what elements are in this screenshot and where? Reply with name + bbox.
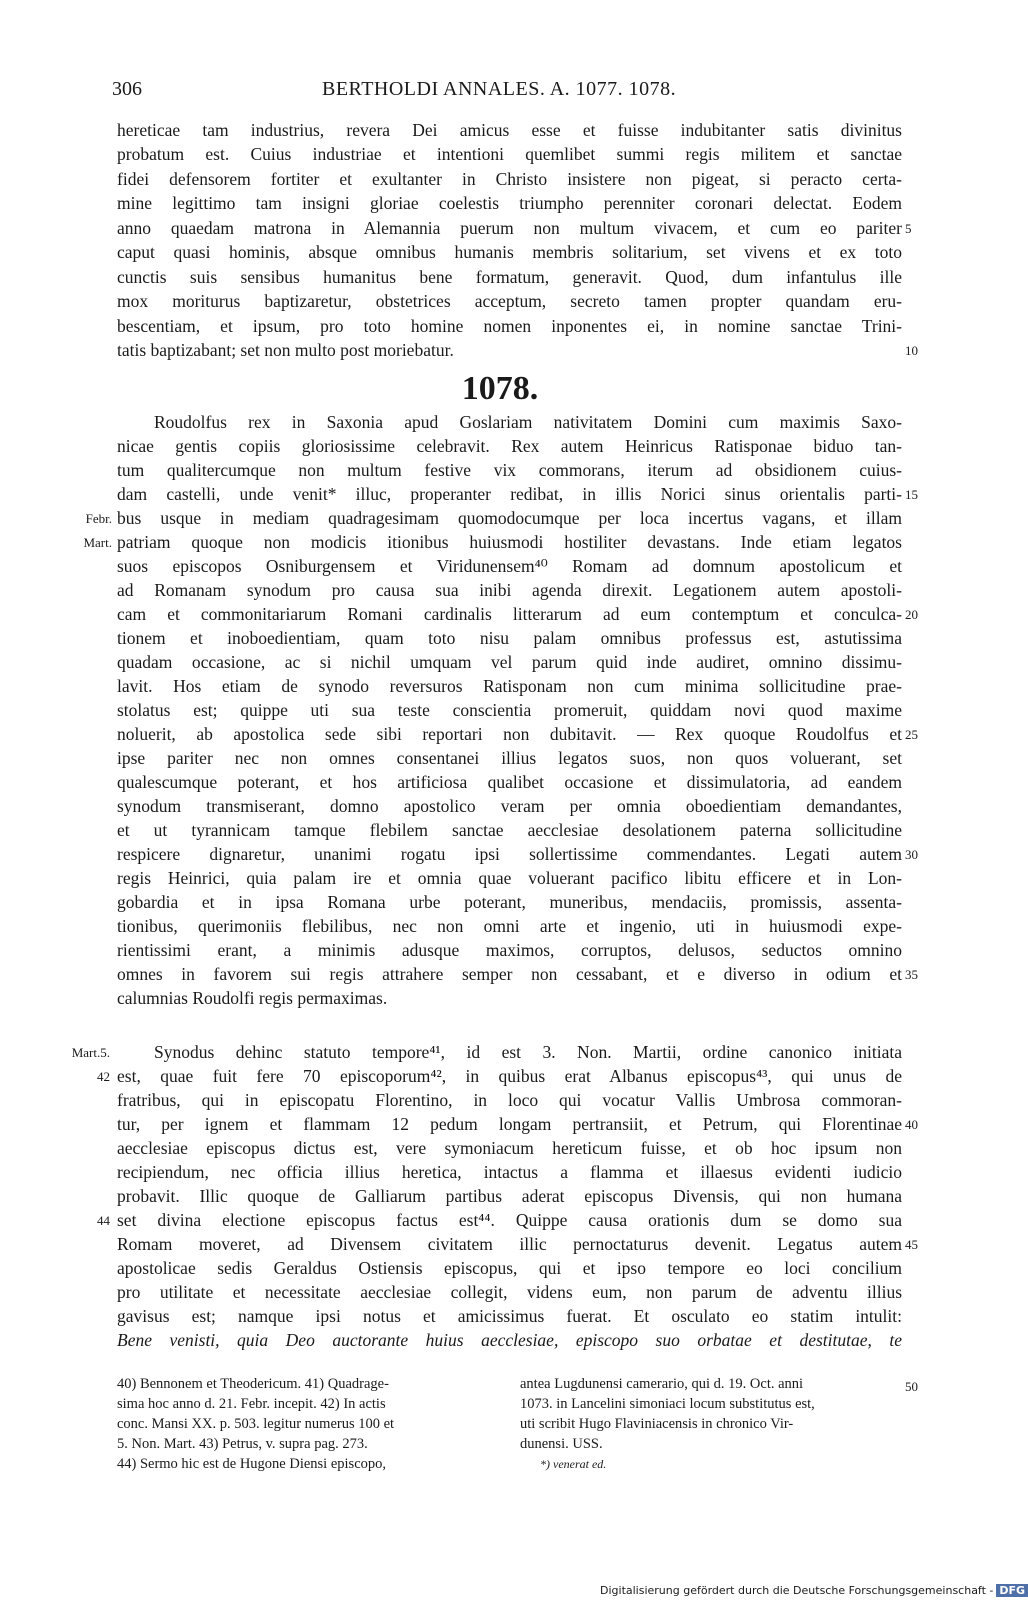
text-line: suos episcopos Osniburgensem et Viridunensem⁴⁰ Romam ad domnum apostolicum et bbox=[117, 556, 902, 576]
line-number: 45 bbox=[905, 1237, 918, 1252]
line-number: 15 bbox=[905, 487, 918, 502]
text-line: regis Heinrici, quia palam ire et omnia quae voluerant pacifico libitu efficere et in Lon- bbox=[117, 868, 902, 888]
footnote-line: sima hoc anno d. 21. Febr. incepit. 42) In actis bbox=[117, 1396, 386, 1412]
footnote-line: *) venerat ed. bbox=[540, 1457, 607, 1471]
year-heading: 1078. bbox=[461, 370, 539, 407]
margin-note-mart5: Mart.5. bbox=[71, 1045, 110, 1060]
text-line: cunctis suis sensibus humanitus bene formatum, generavit. Quod, dum infantulus ille bbox=[117, 267, 902, 287]
page-number: 306 bbox=[112, 78, 142, 100]
text-line: et ut tyrannicam tamque flebilem sanctae aecclesiae desolationem paterna sollicitudine bbox=[117, 820, 902, 840]
footnote-line: uti scribit Hugo Flaviniacensis in chronico Vir- bbox=[520, 1416, 794, 1432]
line-number: 5 bbox=[905, 221, 912, 236]
text-line: aecclesiae episcopus dictus est, vere symoniacum hereticum fuisse, et ob hoc ipsum non bbox=[117, 1138, 902, 1158]
text-line: bescentiam, et ipsum, pro toto homine nomen inponentes ei, in nomine sanctae Trini- bbox=[117, 316, 902, 336]
text-line: set divina electione episcopus factus est⁴⁴. Quippe causa orationis dum se domo sua bbox=[117, 1210, 902, 1230]
text-line: est, quae fuit fere 70 episcoporum⁴², in quibus erat Albanus episcopus⁴³, qui unus de bbox=[117, 1066, 902, 1086]
text-line: respicere dignaretur, unanimi rogatu ipsi sollertissime commendantes. Legati autem bbox=[117, 844, 902, 864]
line-number: 10 bbox=[905, 343, 918, 358]
text-line: gavisus est; namque ipsi notus et amicissimus fuerat. Et osculato eo statim intulit: bbox=[117, 1306, 902, 1326]
line-number: 35 bbox=[905, 967, 918, 982]
running-title: BERTHOLDI ANNALES. A. 1077. 1078. bbox=[322, 78, 677, 100]
text-line: fidei defensorem fortiter et exultanter in Christo insistere non pigeat, si peracto certa- bbox=[117, 169, 902, 189]
margin-note-42: 42 bbox=[97, 1069, 110, 1084]
text-line: lavit. Hos etiam de synodo reversuros Ratisponam non cum minima sollicitudine prae- bbox=[117, 676, 902, 696]
text-line: mine legittimo tam insigni gloriae coelestis triumpho perenniter coronari delectat. Eodem bbox=[117, 193, 902, 213]
text-line: pro utilitate et necessitate aecclesiae collegit, videns eum, non parum de adventu illius bbox=[117, 1282, 902, 1302]
text-line: tum qualitercumque non multum festive vix commorans, iterum ad obsidionem cuius- bbox=[117, 460, 902, 480]
text-line: noluerit, ab apostolica sede sibi reportari non dubitavit. — Rex quoque Roudolfus et bbox=[117, 724, 902, 744]
line-number: 40 bbox=[905, 1117, 918, 1132]
footnote-line: 44) Sermo hic est de Hugone Diensi episcopo, bbox=[117, 1456, 387, 1472]
text-line: tionibus, querimoniis flebilibus, nec non omni arte et ingenio, uti in huiusmodi expe- bbox=[117, 916, 902, 936]
text-line: fratribus, qui in episcopatu Florentino, in loco qui vocatur Vallis Umbrosa commoran- bbox=[117, 1090, 902, 1110]
text-line: apostolicae sedis Geraldus Ostiensis episcopus, qui et ipso tempore eo loci concilium bbox=[117, 1258, 902, 1278]
text-line: calumnias Roudolfi regis permaximas. bbox=[117, 988, 388, 1008]
text-line: gobardia et in ipsa Romana urbe poterant, muneribus, mendaciis, promissis, assenta- bbox=[117, 892, 902, 912]
footnote-line: antea Lugdunensi camerario, qui d. 19. Oct. anni bbox=[520, 1376, 804, 1392]
margin-note-44: 44 bbox=[97, 1213, 110, 1228]
footnote-line: 1073. in Lancelini simoniaci locum substitutus est, bbox=[520, 1396, 815, 1412]
text-line: Bene venisti, quia Deo auctorante huius aecclesiae, episcopo suo orbatae et destitutae, te bbox=[117, 1330, 902, 1350]
text-line: synodum transmiserant, domno apostolico veram per omnia oboedientiam demandantes, bbox=[117, 796, 902, 816]
text-line: nicae gentis copiis gloriosissime celebravit. Rex autem Heinricus Ratisponae biduo tan- bbox=[117, 436, 902, 456]
margin-note-febr: Febr. bbox=[85, 511, 112, 526]
text-line: stolatus est; quippe uti sua teste conscientia promeruit, quiddam novi quod maxime bbox=[117, 700, 902, 720]
footnote-line: 5. Non. Mart. 43) Petrus, v. supra pag. 273. bbox=[117, 1436, 368, 1452]
footer-text: Digitalisierung gefördert durch die Deutsche Forschungsgemeinschaft - bbox=[600, 1584, 994, 1597]
footnote-line: conc. Mansi XX. p. 503. legitur numerus 100 et bbox=[117, 1416, 395, 1432]
text-line: tatis baptizabant; set non multo post moriebatur. bbox=[117, 340, 454, 360]
text-line: patriam quoque non modicis itionibus huiusmodi hostiliter devastans. Inde etiam legatos bbox=[117, 532, 902, 552]
text-line: probatum est. Cuius industriae et intentioni quemlibet summi regis militem et sanctae bbox=[117, 144, 902, 164]
footnote-line: dunensi. USS. bbox=[520, 1436, 603, 1452]
text-line: Romam moveret, ad Divensem civitatem illic pernoctaturus devenit. Legatus autem bbox=[117, 1234, 902, 1254]
page-header bbox=[112, 78, 897, 106]
line-number: 25 bbox=[905, 727, 918, 742]
footnote-line: 40) Bennonem et Theodericum. 41) Quadrage- bbox=[117, 1376, 389, 1392]
text-line: dam castelli, unde venit* illuc, properanter redibat, in illis Norici sinus orientalis parti- bbox=[117, 484, 902, 504]
text-line: ipse pariter nec non omnes consentanei illius legatos suos, non quos voluerant, set bbox=[117, 748, 902, 768]
text-line: Synodus dehinc statuto tempore⁴¹, id est 3. Non. Martii, ordine canonico initiata bbox=[154, 1042, 902, 1062]
text-line: recipiendum, nec officia illius heretica, intactus a flamma et illaesus evidenti iudicio bbox=[117, 1162, 902, 1182]
dfg-logo: DFG bbox=[996, 1584, 1028, 1597]
text-line: qualescumque poterant, et hos artificiosa qualibet occasione et dissimulatoria, ad eandem bbox=[117, 772, 902, 792]
text-line: caput quasi hominis, absque omnibus humanis membris solitarium, set vivens et ex toto bbox=[117, 242, 902, 262]
text-line: probavit. Illic quoque de Galliarum partibus aderat episcopus Divensis, qui non humana bbox=[117, 1186, 902, 1206]
text-line: tur, per ignem et flammam 12 pedum longam pertransiit, et Petrum, qui Florentinae bbox=[117, 1114, 902, 1134]
text-line: cam et commonitariarum Romani cardinalis litterarum ad eum contemptum et conculca- bbox=[117, 604, 902, 624]
line-number: 50 bbox=[905, 1379, 918, 1394]
text-line: hereticae tam industrius, revera Dei amicus esse et fuisse indubitanter satis divinitus bbox=[117, 120, 902, 140]
margin-note-mart: Mart. bbox=[83, 535, 112, 550]
digitization-footer bbox=[600, 1584, 1028, 1597]
text-line: ad Romanam synodum pro causa sua inibi agenda direxit. Legationem autem apostoli- bbox=[117, 580, 902, 600]
text-line: bus usque in mediam quadragesimam quomodocumque per loca incertus vagans, et illam bbox=[117, 508, 902, 528]
text-line: rientissimi erant, a minimis adusque maximos, corruptos, delusos, seductos omnino bbox=[117, 940, 902, 960]
text-line: omnes in favorem sui regis attrahere semper non cessabant, et e diverso in odium et bbox=[117, 964, 902, 984]
line-number: 20 bbox=[905, 607, 918, 622]
text-line: tionem et inoboedientiam, quam toto nisu palam omnibus professus est, astutissima bbox=[117, 628, 902, 648]
text-line: quadam occasione, ac si nichil umquam vel parum quid inde audiret, omnino dissimu- bbox=[117, 652, 902, 672]
text-line: anno quaedam matrona in Alemannia puerum non multum vivacem, et cum eo pariter bbox=[117, 218, 902, 238]
text-line: Roudolfus rex in Saxonia apud Goslariam nativitatem Domini cum maximis Saxo- bbox=[154, 412, 902, 432]
line-number: 30 bbox=[905, 847, 918, 862]
text-line: mox moriturus baptizaretur, obstetrices acceptum, secreto tamen propter quandam eru- bbox=[117, 291, 902, 311]
